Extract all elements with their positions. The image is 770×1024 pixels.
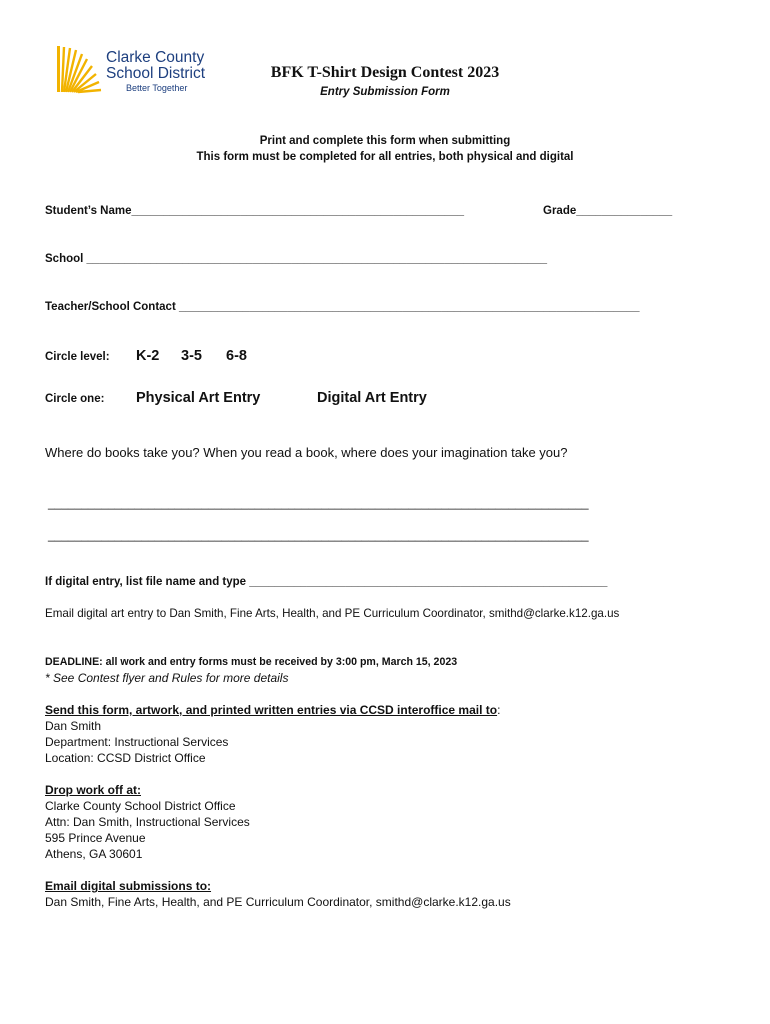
dropoff-line-city: Athens, GA 30601	[45, 847, 143, 861]
email-instruction: Email digital art entry to Dan Smith, Fine Arts, Health, and PE Curriculum Coordinator, smithd@clarke.k12.ga.us	[45, 607, 620, 620]
teacher-contact-field[interactable]: Teacher/School Contact ________________________________________________________________________	[45, 301, 640, 313]
student-name-field[interactable]: Student’s Name____________________________________________________	[45, 205, 465, 217]
contest-rules-note: * See Contest flyer and Rules for more details	[45, 671, 289, 685]
form-title: BFK T-Shirt Design Contest 2023	[270, 64, 500, 81]
logo-line-1: Clarke County	[106, 49, 205, 66]
grade-field[interactable]: Grade_______________	[543, 205, 673, 217]
dropoff-line-attn: Attn: Dan Smith, Instructional Services	[45, 815, 250, 829]
logo-tagline: Better Together	[126, 83, 188, 93]
answer-line-2[interactable]: _________________________________________________________________________________	[48, 528, 589, 542]
email-submissions-line: Dan Smith, Fine Arts, Health, and PE Curriculum Coordinator, smithd@clarke.k12.ga.us	[45, 895, 511, 909]
logo-line-2: School District	[106, 65, 206, 82]
circle-level-label: Circle level:	[45, 351, 110, 363]
deadline-text: DEADLINE: all work and entry forms must be received by 3:00 pm, March 15, 2023	[45, 656, 458, 668]
answer-line-1[interactable]: _________________________________________________________________________________	[48, 496, 589, 510]
mail-line-department: Department: Instructional Services	[45, 735, 229, 749]
email-submissions-heading: Email digital submissions to:	[45, 879, 212, 893]
level-option-6-8[interactable]: 6-8	[226, 348, 247, 364]
mail-line-name: Dan Smith	[45, 719, 102, 733]
instruction-line-1: Print and complete this form when submitting	[259, 135, 511, 147]
level-option-k2[interactable]: K-2	[136, 348, 160, 364]
dropoff-heading: Drop work off at:	[45, 783, 141, 797]
prompt-question: Where do books take you? When you read a book, where does your imagination take you?	[45, 445, 568, 460]
mail-heading: Send this form, artwork, and printed written entries via CCSD interoffice mail to:	[45, 703, 501, 717]
level-option-3-5[interactable]: 3-5	[181, 348, 202, 364]
dropoff-line-street: 595 Prince Avenue	[45, 831, 146, 845]
physical-art-entry-option[interactable]: Physical Art Entry	[136, 390, 261, 406]
form-subtitle: Entry Submission Form	[320, 86, 450, 98]
mail-line-location: Location: CCSD District Office	[45, 751, 206, 765]
file-name-field[interactable]: If digital entry, list file name and type ________________________________________________________	[45, 576, 608, 588]
school-field[interactable]: School ________________________________________________________________________	[45, 253, 548, 265]
circle-one-label: Circle one:	[45, 393, 105, 405]
instruction-line-2: This form must be completed for all entries, both physical and digital	[196, 151, 574, 163]
dropoff-line-office: Clarke County School District Office	[45, 799, 236, 813]
digital-art-entry-option[interactable]: Digital Art Entry	[317, 390, 427, 406]
